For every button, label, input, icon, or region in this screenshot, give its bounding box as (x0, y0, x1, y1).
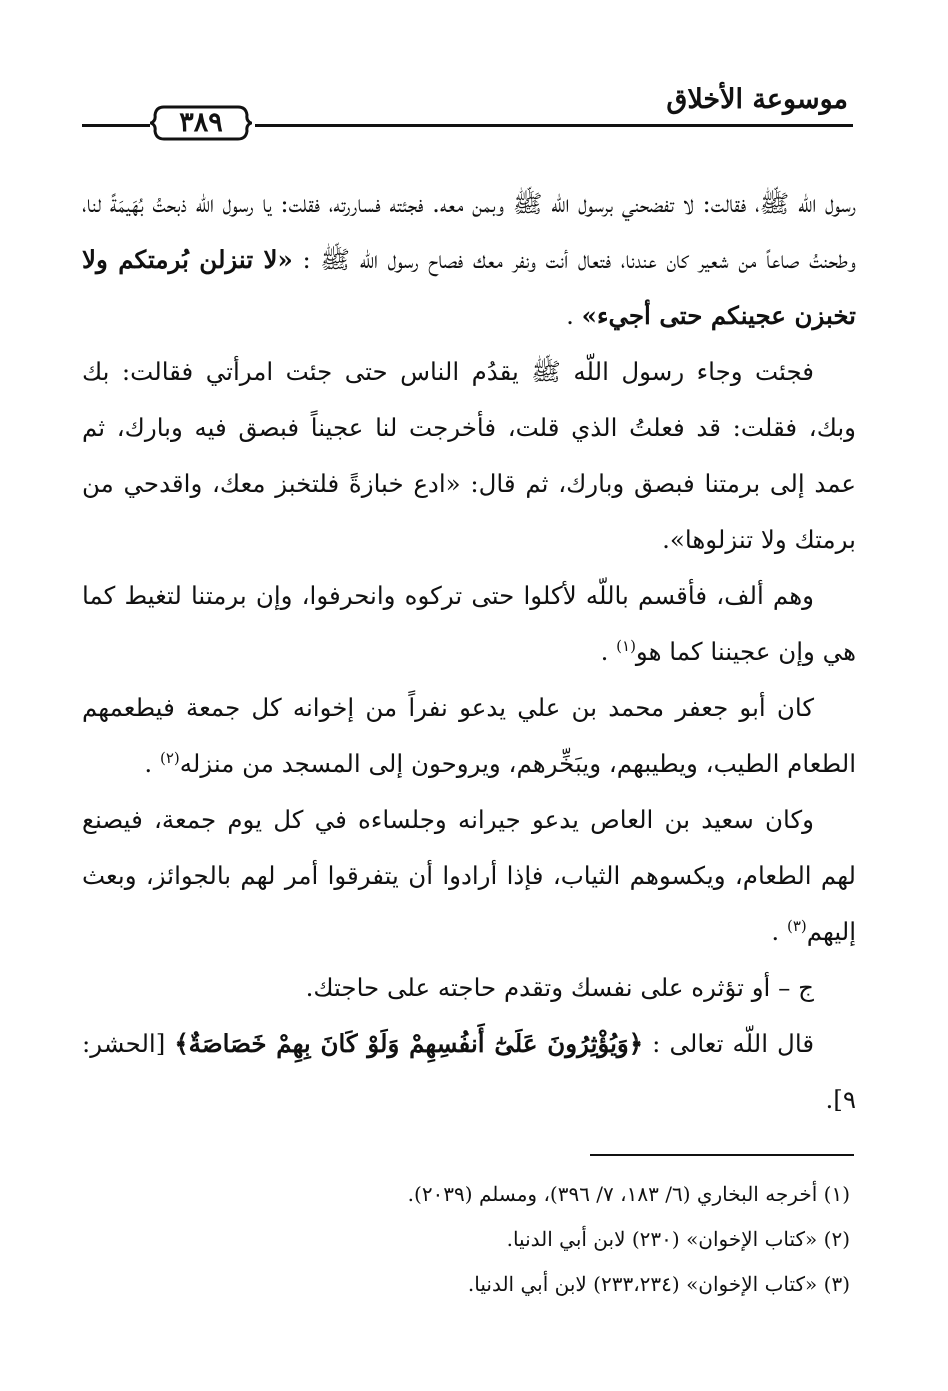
footnote-ref: (٣) (786, 916, 807, 935)
footnote-separator (590, 1154, 854, 1156)
paragraph (82, 680, 856, 792)
paragraph-text: وكان سعيد بن العاص يدعو جيرانه وجلساءه في كل يوم جمعة، فيصنع لهم الطعام، ويكسوهم الثياب، فإذا أرادوا أن يتفرقوا أمر لهم بالجوائز، وبعث إليهم (82, 805, 856, 946)
page-number: ٣٨٩ (179, 107, 223, 138)
paragraph-text: . (144, 749, 160, 778)
paragraph (82, 176, 856, 344)
paragraph-text: رسول اللّه ﷺ، فقالت: لا تفضحني برسول اللّه ﷺ وبمن معه. فجئته فساررته، فقلت: يا رسول اللّه ذبحتُ بُهَيمَةً لنا، وطحنتُ صاعاً من شعير كان عندنا، فتعال أنت ونفر معك فصاح رسول اللّه ﷺ : (82, 189, 856, 274)
paragraph (82, 568, 856, 680)
hadith-quote: «لا تنزلن بُرمتكم ولا تخبزن عجينكم حتى أجيء» (82, 245, 856, 330)
page-number-frame (150, 101, 252, 145)
paragraph-text: ج – أو تؤثره على نفسك وتقدم حاجته على حاجتك. (305, 973, 814, 1002)
verse-reference: [الحشر: ٩]. (82, 1029, 856, 1114)
paragraph-text: وهم ألف، فأقسم باللّه لأكلوا حتى تركوه وانحرفوا، وإن برمتنا لتغيط كما هي وإن عجيننا كما هو (82, 581, 856, 666)
footnote-ref: (٢) (159, 748, 180, 767)
header-rule-right (255, 124, 853, 127)
book-title: موسوعة الأخلاق (666, 84, 848, 115)
body-text (82, 176, 856, 1128)
paragraph-text: قال اللّه تعالى : (643, 1029, 815, 1058)
paragraph-text: . (600, 637, 617, 666)
quran-verse: ﴿وَيُؤْثِرُونَ عَلَىٰٓ أَنفُسِهِمْ وَلَوْ كَانَ بِهِمْ خَصَاصَةٌ﴾ (174, 1029, 644, 1058)
paragraph-text: . (566, 301, 582, 330)
footnote: (١) أخرجه البخاري (٦/ ١٨٣، ٧/ ٣٩٦)، ومسلم (٢٠٣٩). (407, 1182, 850, 1206)
paragraph (82, 792, 856, 960)
footnote: (٣) «كتاب الإخوان» (٢٣٣،٢٣٤) لابن أبي الدنيا. (467, 1272, 850, 1296)
paragraph-text: فجئت وجاء رسول اللّه ﷺ يقدُم الناس حتى جئت امرأتي فقالت: بك وبك، فقلت: قد فعلتُ الذي قلت، فأخرجت لنا عجيناً فبصق فيه وبارك، ثم عمد إلى برمتنا فبصق وبارك، ثم قال: «ادع خبازةً فلتخبز معك، واقدحي من برمتك ولا تنزلوها». (82, 357, 856, 554)
header-rule-left (82, 124, 150, 127)
paragraph-text: كان أبو جعفر محمد بن علي يدعو نفراً من إخوانه كل جمعة فيطعمهم الطعام الطيب، ويطيبهم، ويبَخِّرهم، ويروحون إلى المسجد من منزله (82, 693, 856, 778)
paragraph (82, 1016, 856, 1128)
footnotes (82, 1172, 850, 1307)
paragraph (82, 344, 856, 568)
footnote: (٢) «كتاب الإخوان» (٢٣٠) لابن أبي الدنيا. (506, 1227, 850, 1251)
section-heading (82, 960, 856, 1016)
paragraph-text: . (771, 917, 787, 946)
footnote-ref: (١) (616, 636, 636, 655)
